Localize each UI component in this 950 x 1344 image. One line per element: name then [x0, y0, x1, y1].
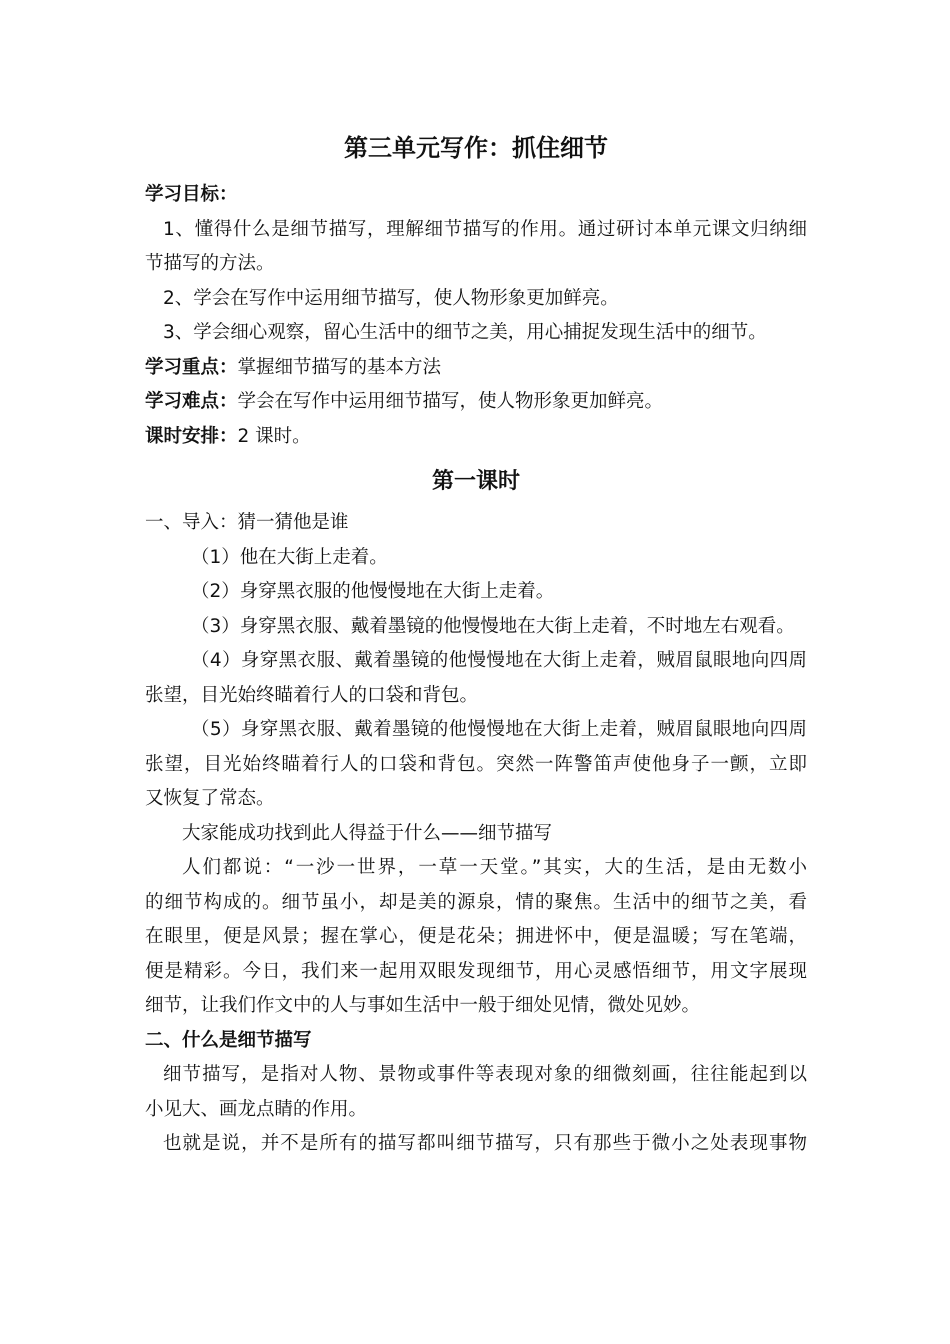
focus-label: 学习重点：	[145, 356, 238, 378]
goal-line: 节描写的方法。	[145, 253, 275, 274]
schedule-label: 课时安排：	[145, 425, 238, 447]
paragraph-line: 在眼里，便是风景；握在掌心，便是花朵；拥进怀中，便是温暖；写在笔端，	[145, 926, 807, 947]
guess-line: 又恢复了常态。	[145, 788, 275, 809]
difficulty-text: 学会在写作中运用细节描写，使人物形象更加鲜亮。	[237, 391, 664, 412]
lesson-title: 第一课时	[431, 469, 520, 494]
paragraph-line: 便是精彩。今日，我们来一起用双眼发现细节，用心灵感悟细节，用文字展现	[145, 960, 807, 982]
schedule-row	[145, 420, 807, 455]
paragraph-line: 的细节构成的。细节虽小，却是美的源泉，情的聚焦。生活中的细节之美，看	[145, 891, 807, 913]
definition-line: 也就是说，并不是所有的描写都叫细节描写，只有那些于微小之处表现事物	[163, 1133, 807, 1154]
guess-line: （4）身穿黑衣服、戴着墨镜的他慢慢地在大街上走着，贼眉鼠眼地向四周	[191, 650, 807, 671]
schedule-text: 2 课时。	[237, 425, 311, 447]
definition-line: 细节描写，是指对人物、景物或事件等表现对象的细微刻画，往往能起到以	[163, 1064, 807, 1085]
goal-line: 2、学会在写作中运用细节描写，使人物形象更加鲜亮。	[163, 287, 619, 309]
goal-line: 3、学会细心观察，留心生活中的细节之美，用心捕捉发现生活中的细节。	[163, 322, 767, 343]
document-body	[145, 126, 807, 1162]
answer-line: 大家能成功找到此人得益于什么——细节描写	[182, 822, 553, 844]
guess-line: 张望，目光始终瞄着行人的口袋和背包。	[145, 684, 479, 706]
guess-line: （2）身穿黑衣服的他慢慢地在大街上走着。	[191, 581, 555, 602]
goals-heading: 学习目标：	[145, 184, 238, 205]
guess-line: （1）他在大街上走着。	[191, 546, 388, 568]
guess-line: （3）身穿黑衣服、戴着墨镜的他慢慢地在大街上走着，不时地左右观看。	[191, 615, 795, 637]
guess-line: 张望，目光始终瞄着行人的口袋和背包。突然一阵警笛声使他身子一颤，立即	[145, 753, 807, 775]
difficulty-label: 学习难点：	[145, 391, 238, 412]
paragraph-line: 人们都说：“一沙一世界，一草一天堂。”其实，大的生活，是由无数小	[182, 857, 807, 878]
goal-line: 1、懂得什么是细节描写，理解细节描写的作用。通过研讨本单元课文归纳细	[163, 218, 807, 240]
section2-heading: 二、什么是细节描写	[145, 1029, 312, 1051]
guess-line: （5）身穿黑衣服、戴着墨镜的他慢慢地在大街上走着，贼眉鼠眼地向四周	[191, 719, 807, 740]
focus-text: 掌握细节描写的基本方法	[237, 356, 442, 378]
focus-row	[145, 351, 807, 386]
definition-line: 小见大、画龙点睛的作用。	[145, 1098, 368, 1120]
paragraph-line: 细节，让我们作文中的人与事如生活中一般于细处见情，微处见妙。	[145, 995, 701, 1016]
page-title: 第三单元写作：抓住细节	[344, 134, 608, 162]
section1-heading: 一、导入：猜一猜他是谁	[145, 512, 349, 533]
difficulty-row	[145, 385, 807, 420]
